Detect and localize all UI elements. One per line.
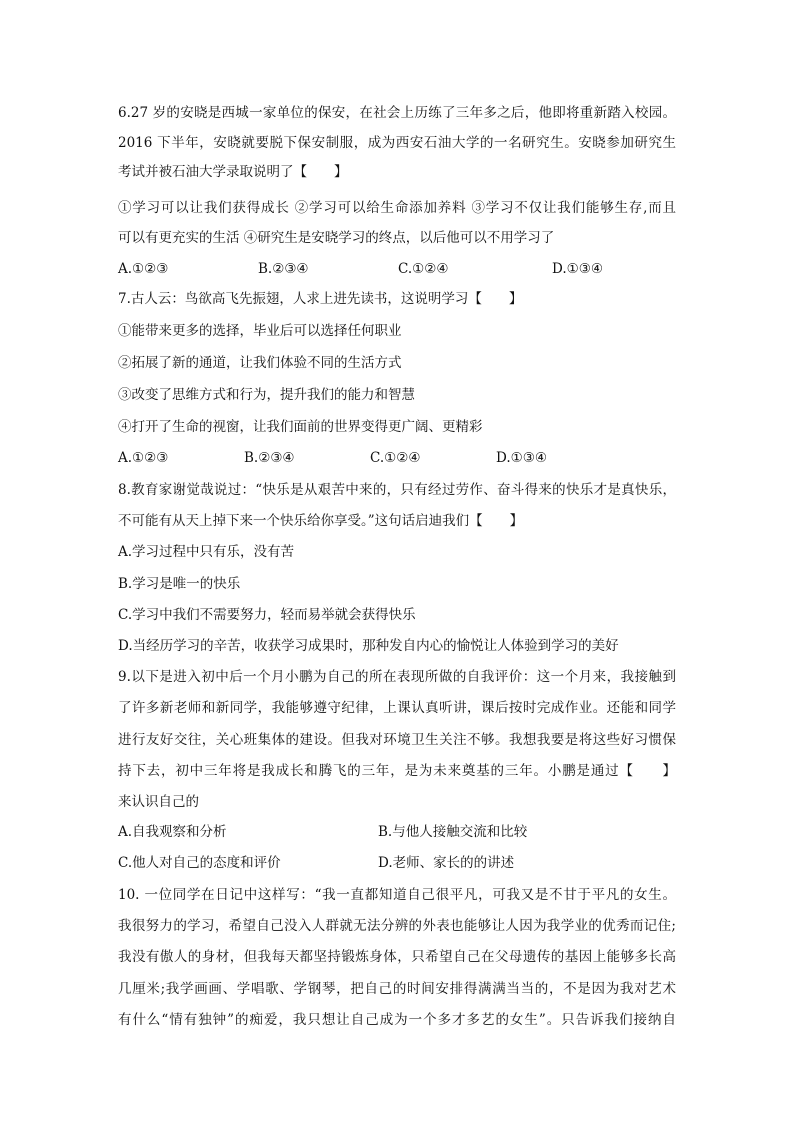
q10-line-3: 我没有傲人的身材，但我每天都坚持锻炼身体，只希望自己在父母遗传的基因上能够多长高 [118, 949, 676, 965]
q10-line-1: 10. 一位同学在日记中这样写：“我一直都知道自己很平凡，可我又是不甘于平凡的女生。 [118, 887, 676, 903]
q6-line-2: 2016 下半年，安晓就要脱下保安制服，成为西安石油大学的一名研究生。安晓参加研究生 [118, 135, 676, 151]
q10-line-5: 有什么“情有独钟”的痴爱，我只想让自己成为一个多才多艺的女生”。只告诉我们接纳自 [118, 1012, 676, 1028]
q8-option-c: C.学习中我们不需要努力，轻而易举就会获得快乐 [118, 607, 416, 623]
q8-option-d: D.当经历学习的辛苦，收获学习成果时，那种发自内心的愉悦让人体验到学习的美好 [118, 638, 619, 654]
q9-line-5: 来认识自己的 [118, 794, 199, 810]
q9-line-1: 9.以下是进入初中后一个月小鹏为自己的所在表现所做的自我评价：这一个月来，我接触到 [118, 669, 676, 685]
q9-line-3: 进行友好交往，关心班集体的建设。但我对环境卫生关注不够。我想我要是将这些好习惯保 [118, 732, 676, 748]
q10-line-2: 我很努力的学习，希望自己没入人群就无法分辨的外表也能够让人因为我学业的优秀而记住; [118, 918, 676, 934]
q8-line-2: 不可能有从天上掉下来一个快乐给你享受。”这句话启迪我们【 】 [118, 513, 524, 529]
q7-option-b: B.②③④ [244, 450, 295, 466]
q8-option-b: B.学习是唯一的快乐 [118, 576, 241, 592]
q6-line-3: 考试并被石油大学录取说明了【 】 [118, 164, 348, 180]
q7-line-5: ④打开了生命的视窗，让我们面前的世界变得更广阔、更精彩 [118, 419, 483, 435]
q9-line-4: 持下去，初中三年将是我成长和腾飞的三年，是为未来奠基的三年。小鹏是通过【 】 [118, 763, 676, 779]
q6-option-c: C.①②④ [398, 261, 449, 277]
q7-line-3: ②拓展了新的通道，让我们体验不同的生活方式 [118, 355, 402, 371]
q6-option-d: D.①③④ [552, 261, 603, 277]
q7-option-c: C.①②④ [370, 450, 421, 466]
q9-option-b: B.与他人接触交流和比较 [378, 824, 528, 840]
q6-line-4: ①学习可以让我们获得成长 ②学习可以给生命添加养料 ③学习不仅让我们能够生存,而且 [118, 200, 676, 216]
q8-line-1: 8.教育家谢觉哉说过：“快乐是从艰苦中来的，只有经过劳作、奋斗得来的快乐才是真快乐， [118, 482, 676, 498]
q10-line-4: 几厘米;我学画画、学唱歌、学钢琴，把自己的时间安排得满满当当的，不是因为我对艺术 [118, 981, 676, 997]
q7-line-2: ①能带来更多的选择，毕业后可以选择任何职业 [118, 323, 402, 339]
q8-option-a: A.学习过程中只有乐，没有苦 [118, 544, 295, 560]
q9-option-a: A.自我观察和分析 [118, 824, 227, 840]
q9-option-c: C.他人对自己的态度和评价 [118, 855, 281, 871]
q7-line-4: ③改变了思维方式和行为，提升我们的能力和智慧 [118, 387, 415, 403]
q6-option-b: B.②③④ [258, 261, 309, 277]
q7-option-d: D.①③④ [496, 450, 547, 466]
q6-line-5: 可以有更充实的生活 ④研究生是安晓学习的终点，以后他可以不用学习了 [118, 230, 555, 246]
q6-line-1: 6.27 岁的安晓是西城一家单位的保安，在社会上历练了三年多之后，他即将重新踏入校园。 [118, 105, 676, 121]
q6-option-a: A.①②③ [118, 261, 169, 277]
q7-line-1: 7.古人云：鸟欲高飞先振翅，人求上进先读书，这说明学习【 】 [118, 291, 523, 307]
q7-option-a: A.①②③ [118, 450, 169, 466]
q9-line-2: 了许多新老师和新同学，我能够遵守纪律，上课认真听讲，课后按时完成作业。还能和同学 [118, 700, 676, 716]
q9-option-d: D.老师、家长的的讲述 [378, 855, 515, 871]
